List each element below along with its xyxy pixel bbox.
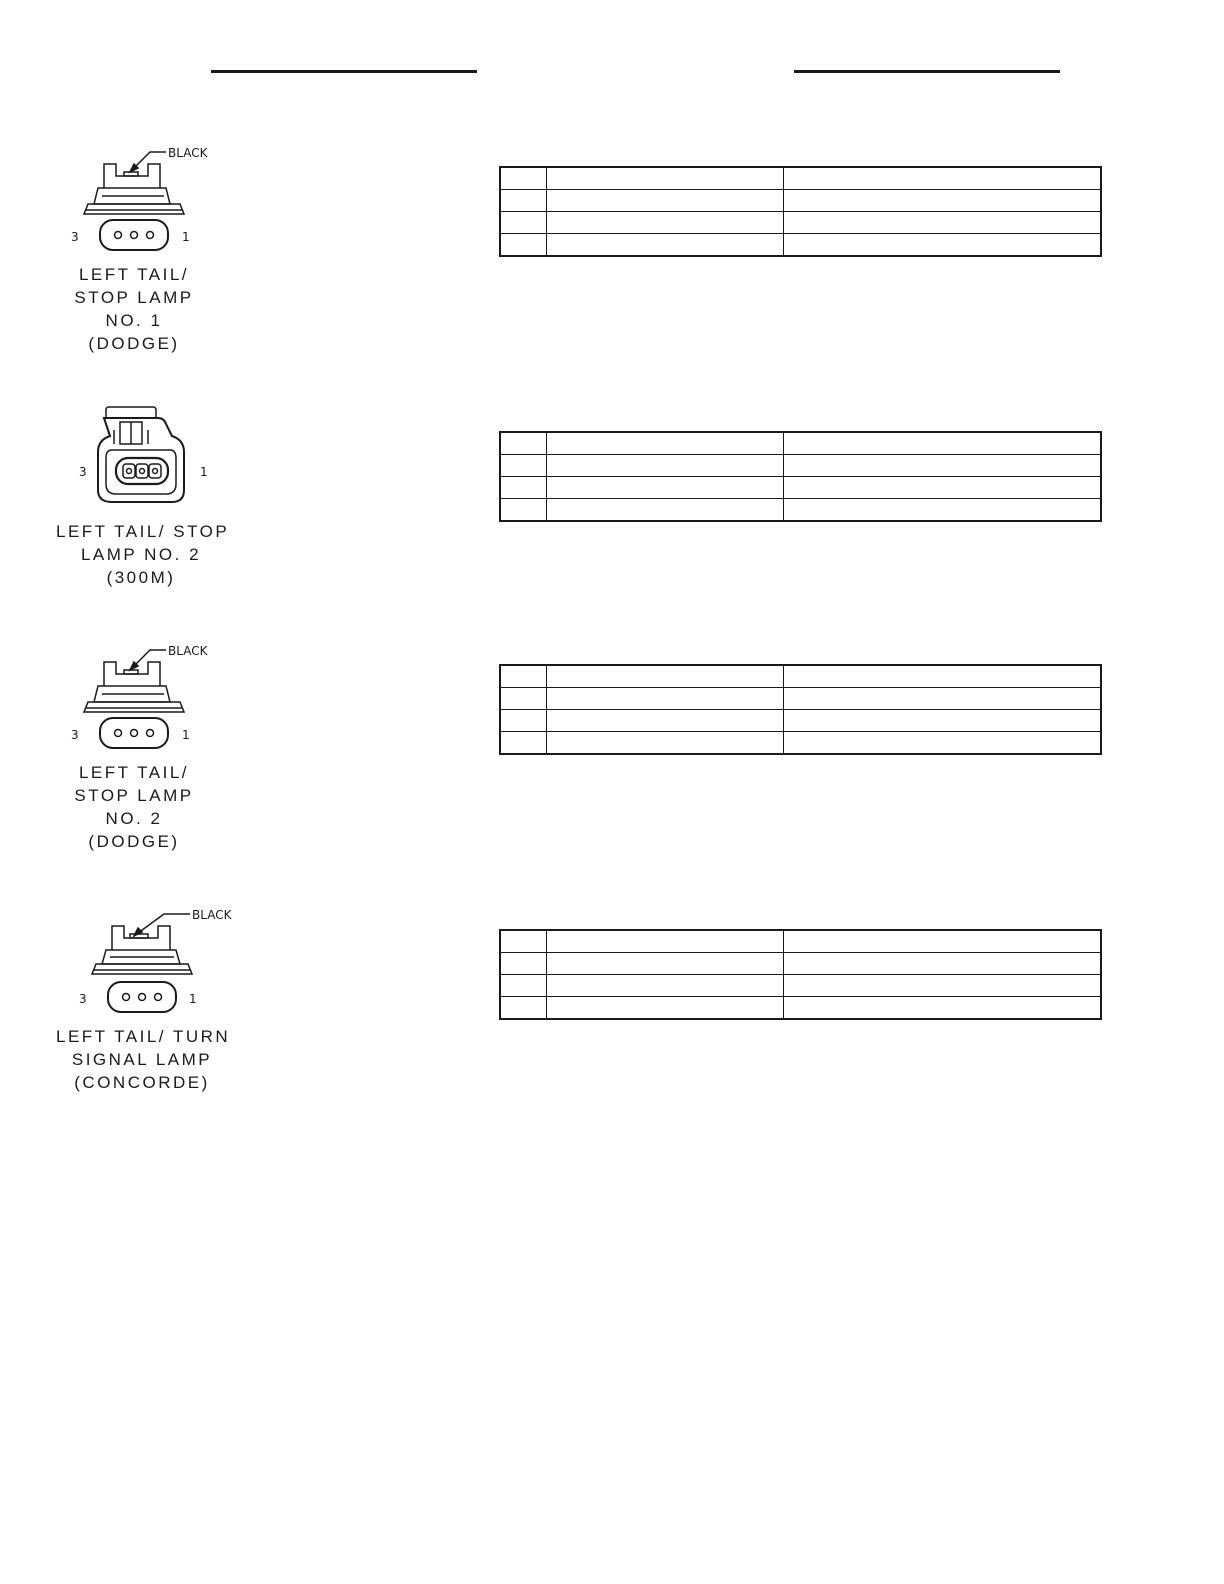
callout-label: BLACK (168, 146, 208, 160)
table-row (500, 665, 1101, 688)
callout-label: BLACK (168, 644, 208, 658)
table-cell (547, 234, 784, 257)
pin-label-left: 3 (71, 728, 79, 742)
table-cell (784, 190, 1102, 212)
connector-diagram-1 (60, 140, 230, 260)
table-cell (500, 930, 547, 953)
connector-1-drawing (60, 140, 230, 260)
callout-label: BLACK (192, 908, 232, 922)
caption-line: NO. 2 (105, 809, 163, 828)
table-cell (784, 975, 1102, 997)
table-row (500, 432, 1101, 455)
pin-label-left: 3 (79, 992, 87, 1006)
table-cell (500, 688, 547, 710)
caption-line: LEFT TAIL/ (78, 265, 190, 284)
table-cell (500, 432, 547, 455)
table-cell (500, 975, 547, 997)
caption-line: LEFT TAIL/ STOP (56, 522, 230, 541)
connector-diagram-4 (64, 900, 254, 1020)
connector-caption-3 (54, 761, 214, 853)
table-cell (500, 190, 547, 212)
pin-label-left: 3 (79, 465, 87, 479)
table-cell (547, 688, 784, 710)
connector-diagram-3 (60, 638, 230, 758)
table-cell (784, 997, 1102, 1020)
table-cell (784, 688, 1102, 710)
table-cell (547, 732, 784, 755)
caption-line: LAMP NO. 2 (80, 545, 202, 564)
table-cell (547, 953, 784, 975)
table-row (500, 477, 1101, 499)
caption-line: (300M) (106, 568, 176, 587)
caption-line: LEFT TAIL/ (78, 763, 190, 782)
connector-caption-2 (56, 520, 230, 589)
table-cell (784, 212, 1102, 234)
table-cell (500, 167, 547, 190)
table-cell (547, 930, 784, 953)
table-row (500, 212, 1101, 234)
table-cell (547, 665, 784, 688)
pin-label-left: 3 (71, 230, 79, 244)
caption-line: LEFT TAIL/ TURN (56, 1027, 231, 1046)
table-row (500, 710, 1101, 732)
table-cell (547, 212, 784, 234)
pin-label-right: 1 (182, 230, 190, 244)
table-cell (500, 997, 547, 1020)
table-cell (500, 455, 547, 477)
pin-label-right: 1 (189, 992, 197, 1006)
table-cell (784, 953, 1102, 975)
table-cell (784, 477, 1102, 499)
caption-line: (CONCORDE) (74, 1073, 210, 1092)
table-row (500, 930, 1101, 953)
table-cell (547, 997, 784, 1020)
caption-line: (DODGE) (88, 832, 180, 851)
connector-caption-4 (56, 1025, 231, 1094)
table-cell (784, 930, 1102, 953)
table-row (500, 499, 1101, 522)
table-cell (784, 234, 1102, 257)
table-row (500, 455, 1101, 477)
table-cell (547, 477, 784, 499)
table-cell (500, 499, 547, 522)
caption-line: STOP LAMP (74, 786, 194, 805)
table-row (500, 732, 1101, 755)
table-cell (784, 167, 1102, 190)
header-rule-left (211, 70, 477, 73)
connector-diagram-2 (60, 400, 230, 510)
connector-caption-1 (54, 263, 214, 355)
table-cell (547, 975, 784, 997)
table-row (500, 997, 1101, 1020)
table-cell (500, 665, 547, 688)
table-cell (547, 710, 784, 732)
pin-table-3 (499, 664, 1102, 755)
connector-3-drawing (60, 638, 230, 758)
pin-label-right: 1 (182, 728, 190, 742)
table-cell (784, 499, 1102, 522)
table-cell (784, 732, 1102, 755)
table-row (500, 167, 1101, 190)
table-cell (500, 732, 547, 755)
table-row (500, 688, 1101, 710)
table-cell (500, 953, 547, 975)
connector-2-drawing (60, 400, 230, 510)
table-cell (784, 455, 1102, 477)
table-cell (547, 167, 784, 190)
caption-line: NO. 1 (105, 311, 163, 330)
pin-label-right: 1 (200, 465, 208, 479)
table-cell (547, 499, 784, 522)
table-cell (500, 234, 547, 257)
caption-line: SIGNAL LAMP (71, 1050, 213, 1069)
table-cell (547, 190, 784, 212)
caption-line: STOP LAMP (74, 288, 194, 307)
table-cell (500, 477, 547, 499)
header-rule-right (794, 70, 1060, 73)
table-cell (500, 212, 547, 234)
table-row (500, 234, 1101, 257)
table-cell (500, 710, 547, 732)
table-row (500, 975, 1101, 997)
table-row (500, 190, 1101, 212)
table-cell (784, 665, 1102, 688)
table-cell (784, 432, 1102, 455)
connector-4-drawing (64, 900, 254, 1020)
table-cell (547, 432, 784, 455)
caption-line: (DODGE) (88, 334, 180, 353)
table-cell (547, 455, 784, 477)
table-row (500, 953, 1101, 975)
pin-table-4 (499, 929, 1102, 1020)
pin-table-2 (499, 431, 1102, 522)
pin-table-1 (499, 166, 1102, 257)
table-cell (784, 710, 1102, 732)
